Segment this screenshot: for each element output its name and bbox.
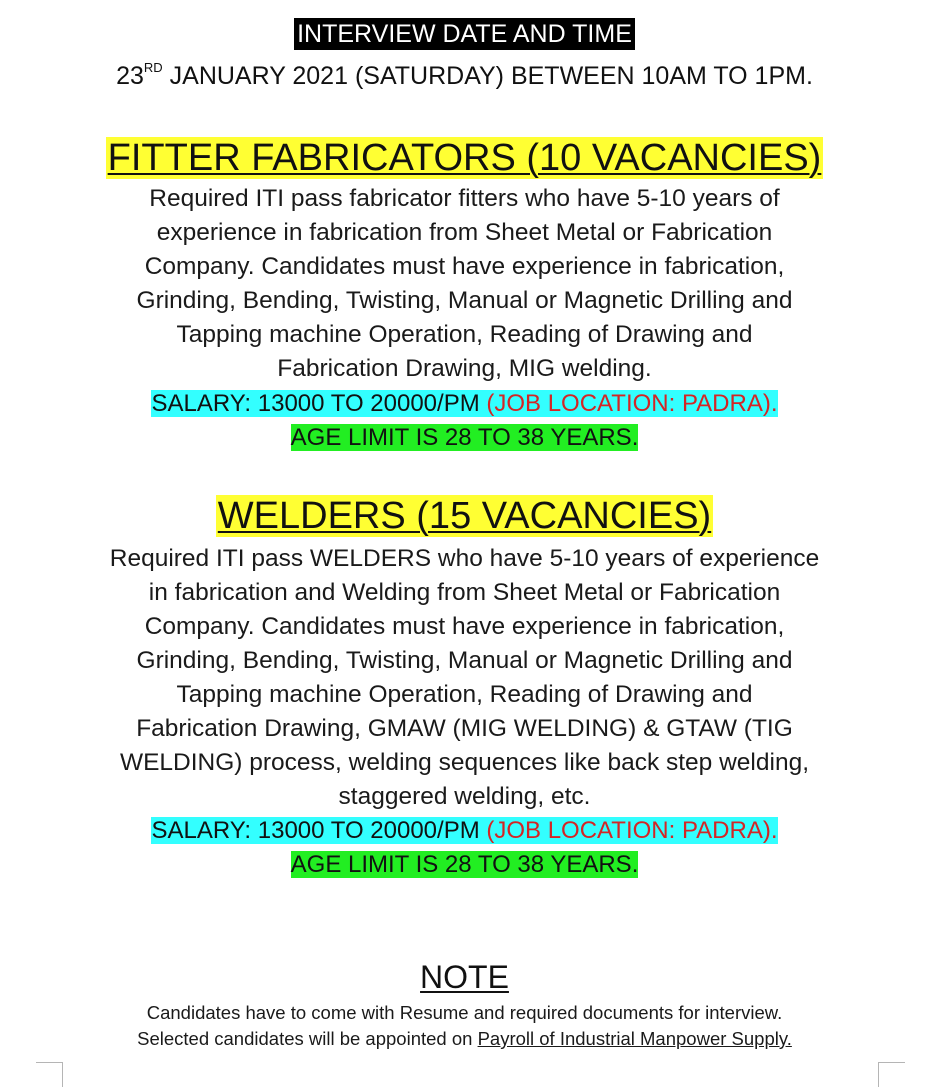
fitter-desc-line: Grinding, Bending, Twisting, Manual or Magnetic Drilling and xyxy=(136,287,793,314)
welder-age-line xyxy=(0,848,929,881)
fitter-salary-highlight xyxy=(151,390,777,417)
page-corner-mark-left xyxy=(36,1062,63,1087)
fitter-location: (JOB LOCATION: PADRA). xyxy=(486,390,778,417)
welder-age: AGE LIMIT IS 28 TO 38 YEARS. xyxy=(290,851,639,878)
welder-desc-line: Required ITI pass WELDERS who have 5-10 years of experience xyxy=(109,545,820,572)
fitter-salary-line xyxy=(0,387,929,420)
welder-desc-line: Tapping machine Operation, Reading of Drawing and xyxy=(176,681,753,708)
fitter-desc-line: Required ITI pass fabricator fitters who have 5-10 years of xyxy=(149,185,780,212)
fitter-desc-line: Company. Candidates must have experience in fabrication, xyxy=(144,253,785,280)
welder-salary-highlight xyxy=(151,817,777,844)
interview-title: INTERVIEW DATE AND TIME xyxy=(294,18,635,50)
welder-location: (JOB LOCATION: PADRA). xyxy=(486,817,778,844)
welder-section-title xyxy=(0,494,929,538)
date-suffix: RD xyxy=(143,60,163,75)
welder-title-text: WELDERS (15 VACANCIES) xyxy=(217,495,712,537)
fitter-age-line xyxy=(0,421,929,454)
interview-header xyxy=(0,18,929,50)
note-line-1: Candidates have to come with Resume and required documents for interview. xyxy=(146,1002,783,1023)
welder-desc-line: WELDING) process, welding sequences like back step welding, xyxy=(119,749,810,776)
fitter-title-text: FITTER FABRICATORS (10 VACANCIES) xyxy=(107,137,822,179)
fitter-salary: SALARY: 13000 TO 20000/PM xyxy=(151,390,487,417)
welder-desc-line: Company. Candidates must have experience in fabrication, xyxy=(144,613,785,640)
payroll-link: Payroll of Industrial Manpower Supply. xyxy=(477,1028,792,1049)
fitter-desc-line: experience in fabrication from Sheet Metal or Fabrication xyxy=(156,219,773,246)
date-rest: JANUARY 2021 (SATURDAY) BETWEEN 10AM TO 1PM. xyxy=(162,62,813,90)
welder-desc-line: Grinding, Bending, Twisting, Manual or Magnetic Drilling and xyxy=(136,647,793,674)
fitter-desc-line: Tapping machine Operation, Reading of Drawing and xyxy=(176,321,753,348)
welder-salary-line xyxy=(0,814,929,847)
note-title: NOTE xyxy=(420,959,509,995)
fitter-desc-line: Fabrication Drawing, MIG welding. xyxy=(277,355,652,382)
date-day: 23 xyxy=(116,62,144,90)
note-line-2-prefix: Selected candidates will be appointed on xyxy=(137,1028,478,1049)
welder-desc-line: Fabrication Drawing, GMAW (MIG WELDING) & GTAW (TIG xyxy=(136,715,793,742)
fitter-section-title xyxy=(0,136,929,180)
welder-desc-line: in fabrication and Welding from Sheet Metal or Fabrication xyxy=(148,579,781,606)
page-corner-mark-right xyxy=(878,1062,905,1087)
note-line-2 xyxy=(0,1026,929,1052)
fitter-age: AGE LIMIT IS 28 TO 38 YEARS. xyxy=(290,424,639,451)
welder-salary: SALARY: 13000 TO 20000/PM xyxy=(151,817,487,844)
welder-desc-line: staggered welding, etc. xyxy=(338,783,591,810)
interview-date xyxy=(0,60,929,92)
